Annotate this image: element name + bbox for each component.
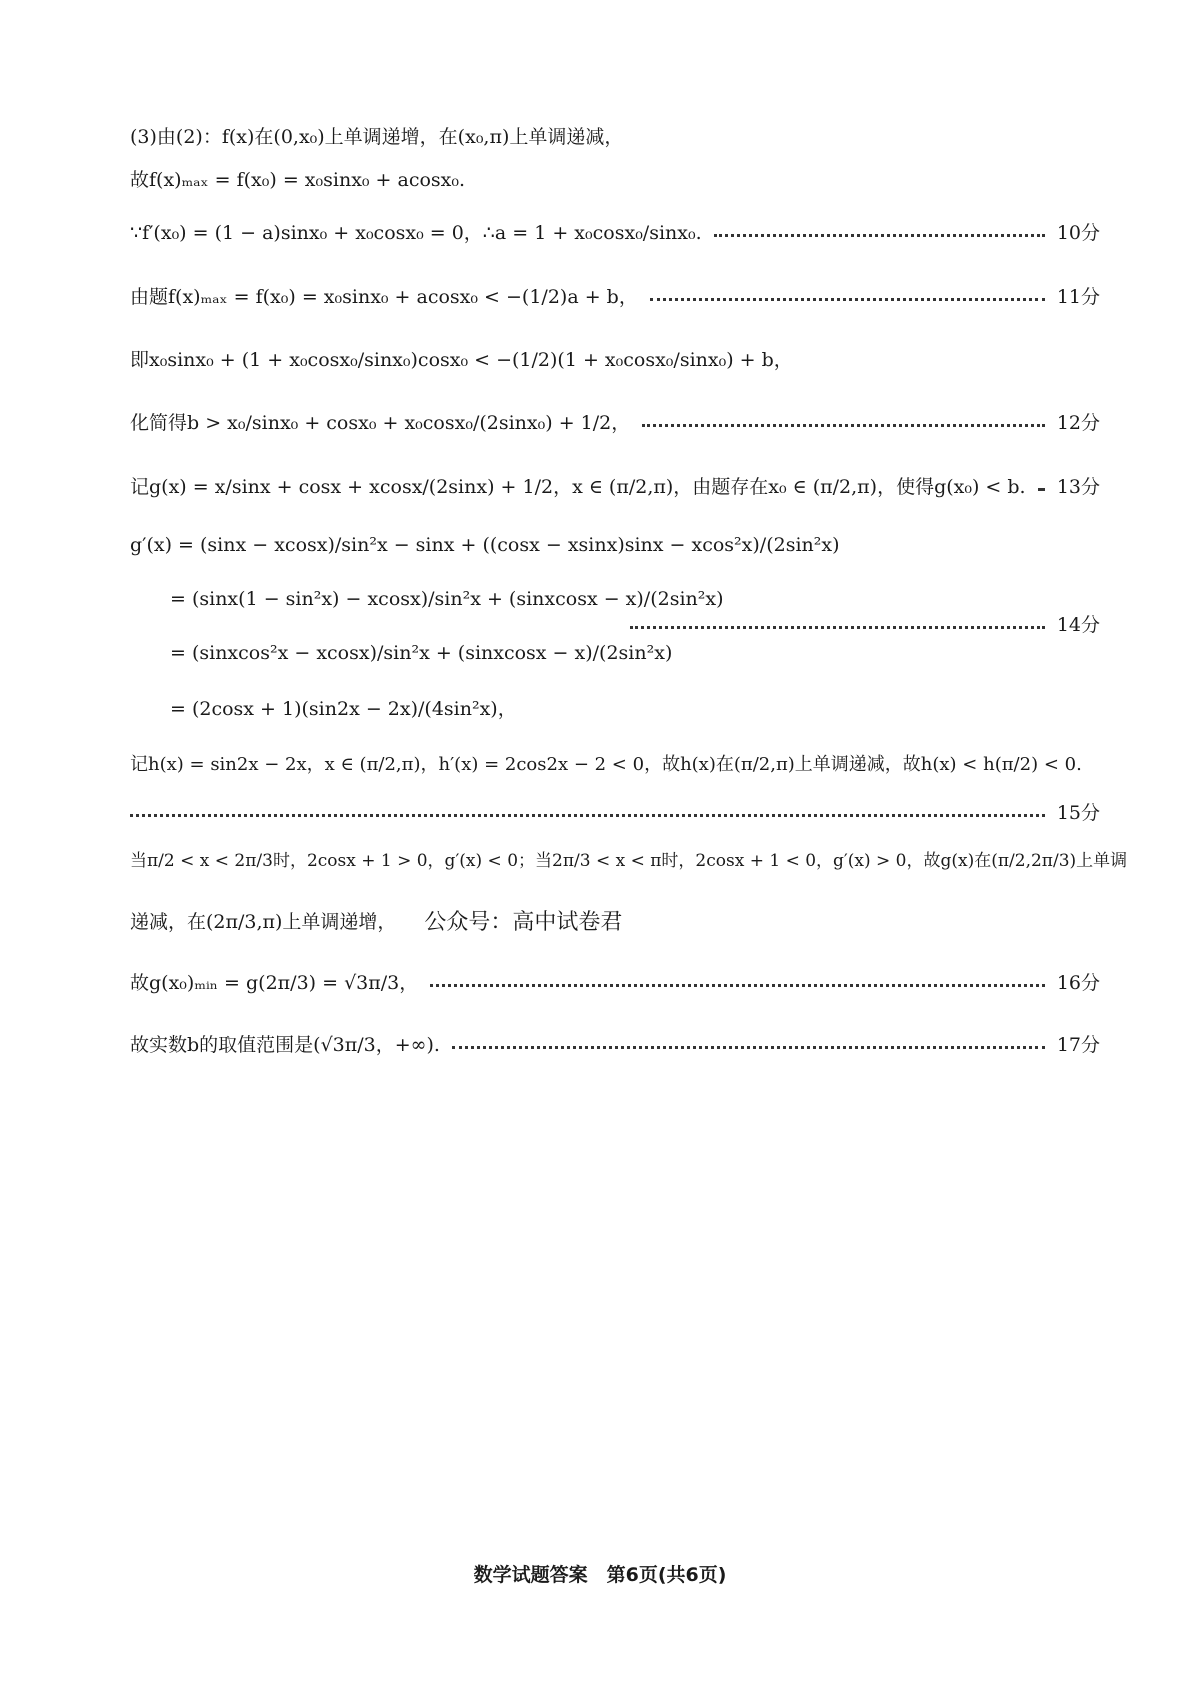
dotted-leader: [1038, 488, 1045, 491]
score-mark: 17分: [1056, 1034, 1100, 1056]
derivative-score-line: [630, 610, 1100, 637]
account-note: 公众号：高中试卷君: [424, 910, 623, 935]
score-mark: 14分: [1056, 614, 1100, 636]
solution-line-4: [130, 282, 1100, 309]
solution-text: 故实数b的取值范围是(√3π/3，+∞).: [130, 1034, 440, 1056]
solution-line-8-score: [130, 798, 1100, 825]
derivative-line: g′(x) = (sinx − xcosx)/sin²x − sinx + ((cosx − xsinx)sinx − xcos²x)/(2sin²x): [130, 534, 840, 556]
solution-line-5: [130, 345, 1100, 372]
derivative-block: [130, 518, 840, 734]
dotted-leader: [630, 626, 1045, 629]
score-mark: 13分: [1056, 476, 1100, 498]
solution-line-3: [130, 218, 1100, 245]
solution-text: 递减，在(2π/3,π)上单调递增，: [130, 911, 397, 933]
solution-text: 当π/2 < x < 2π/3时，2cosx + 1 > 0，g′(x) < 0；当2π/3 < x < π时，2cosx + 1 < 0，g′(x) > 0，故g(x)在(π/2,2π/3)上单调: [130, 851, 1128, 871]
score-mark: 10分: [1056, 222, 1100, 244]
solution-line-6: [130, 408, 1100, 435]
solution-text: (3)由(2)：f(x)在(0,x₀)上单调递增，在(x₀,π)上单调递减，: [130, 126, 624, 148]
dotted-leader: [130, 814, 1045, 817]
solution-line-1: [130, 122, 1100, 149]
solution-line-8: [130, 750, 1100, 776]
solution-text: 故g(x₀)ₘᵢₙ = g(2π/3) = √3π/3，: [130, 972, 419, 994]
solution-text: 即x₀sinx₀ + (1 + x₀cosx₀/sinx₀)cosx₀ < −(1/2)(1 + x₀cosx₀/sinx₀) + b，: [130, 349, 793, 371]
dotted-leader: [430, 984, 1045, 987]
solution-line-7: [130, 472, 1100, 499]
solution-text: 记g(x) = x/sinx + cosx + xcosx/(2sinx) + 1/2，x ∈ (π/2,π)，由题存在x₀ ∈ (π/2,π)，使得g(x₀) < b.: [130, 476, 1026, 498]
dotted-leader: [714, 234, 1045, 237]
score-mark: 12分: [1056, 412, 1100, 434]
score-mark: 16分: [1056, 972, 1100, 994]
page-footer: 数学试题答案 第6页(共6页): [473, 1564, 727, 1586]
solution-line-12: [130, 1030, 1100, 1057]
solution-text: 由题f(x)ₘₐₓ = f(x₀) = x₀sinx₀ + acosx₀ < −(1/2)a + b，: [130, 286, 638, 308]
dotted-leader: [452, 1046, 1045, 1049]
derivative-line: = (sinxcos²x − xcosx)/sin²x + (sinxcosx − x)/(2sin²x): [170, 642, 673, 664]
solution-line-10: [130, 905, 1100, 936]
solution-text: ∵f′(x₀) = (1 − a)sinx₀ + x₀cosx₀ = 0，∴a = 1 + x₀cosx₀/sinx₀.: [130, 222, 702, 244]
derivative-line: = (2cosx + 1)(sin2x − 2x)/(4sin²x)，: [170, 697, 517, 720]
dotted-leader: [642, 424, 1045, 427]
score-mark: 15分: [1056, 802, 1100, 824]
solution-text: 记h(x) = sin2x − 2x，x ∈ (π/2,π)，h′(x) = 2cos2x − 2 < 0，故h(x)在(π/2,π)上单调递减，故h(x) < h(π/2) < 0.: [130, 754, 1082, 775]
derivative-line: = (sinx(1 − sin²x) − xcosx)/sin²x + (sinxcosx − x)/(2sin²x): [170, 588, 724, 610]
solution-text: 故f(x)ₘₐₓ = f(x₀) = x₀sinx₀ + acosx₀.: [130, 169, 466, 191]
solution-line-2: [130, 165, 1100, 192]
dotted-leader: [650, 298, 1045, 301]
score-mark: 11分: [1056, 286, 1100, 308]
solution-text: 化简得b > x₀/sinx₀ + cosx₀ + x₀cosx₀/(2sinx₀) + 1/2，: [130, 412, 631, 434]
solution-line-11: [130, 968, 1100, 995]
solution-line-9: [130, 846, 1128, 871]
